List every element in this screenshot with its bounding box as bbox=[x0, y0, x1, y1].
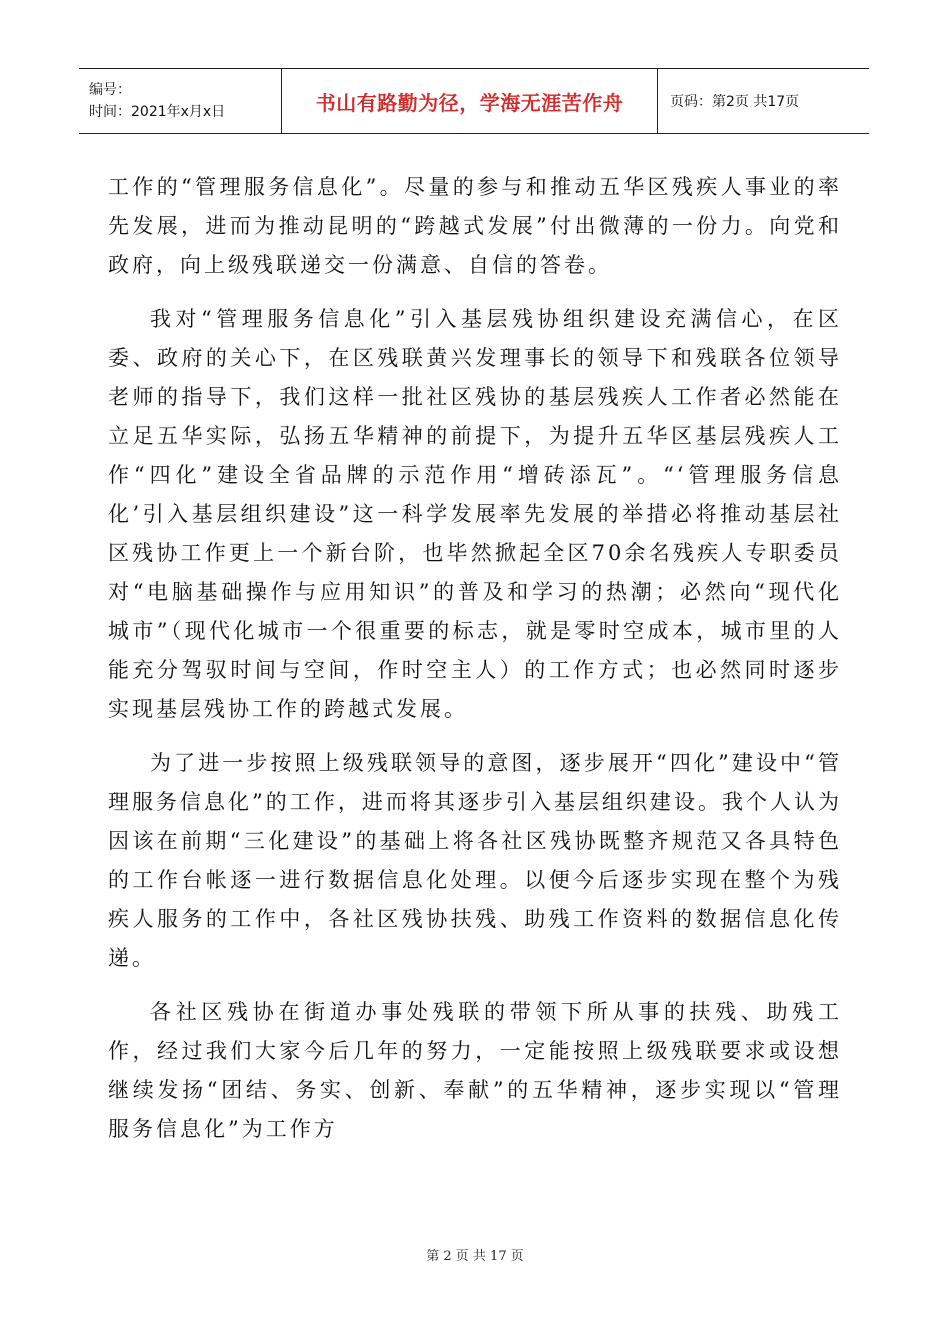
header-motto-cell bbox=[282, 69, 658, 133]
document-number-label: 编号： bbox=[89, 82, 131, 98]
document-time-label: 时间：2021年x月x日 bbox=[89, 104, 226, 120]
paragraph-2: 我对“管理服务信息化”引入基层残协组织建设充满信心，在区委、政府的关心下，在区残联黄兴发理事长的领导下和残联各位领导老师的指导下，我们这样一批社区残协的基层残疾人工作者必然能在立足五华实际，弘扬五华精神的前提下，为提升五华区基层残疾人工作“四化”建设全省品牌的示范作用“增砖添瓦”。“‘管理服务信息化’引入基层组织建设”这一科学发展率先发展的举措必将推动基层社区残协工作更上一个新台阶，也毕然掀起全区70余名残疾人专职委员对“电脑基础操作与应用知识”的普及和学习的热潮；必然向“现代化城市”（现代化城市一个很重要的标志，就是零时空成本，城市里的人能充分驾驭时间与空间，作时空主人）的工作方式；也必然同时逐步实现基层残协工作的跨越式发展。 bbox=[108, 307, 842, 721]
header-meta bbox=[79, 69, 282, 133]
header-page-info: 页码：第2页 共17页 bbox=[670, 94, 800, 110]
paragraph-4: 各社区残协在街道办事处残联的带领下所从事的扶残、助残工作，经过我们大家今后几年的努力，一定能按照上级残联要求或设想继续发扬“团结、务实、创新、奉献”的五华精神，逐步实现以“管理服务信息化”为工作方 bbox=[108, 1000, 842, 1141]
document-body bbox=[108, 168, 842, 1164]
paragraph-1: 工作的“管理服务信息化”。尽量的参与和推动五华区残疾人事业的率先发展，进而为推动昆明的“跨越式发展”付出微薄的一份力。向党和政府，向上级残联递交一份满意、自信的答卷。 bbox=[108, 175, 842, 277]
page-footer: 第 2 页 共 17 页 bbox=[426, 1249, 524, 1264]
paragraph-3: 为了进一步按照上级残联领导的意图，逐步展开“四化”建设中“管理服务信息化”的工作，进而将其逐步引入基层组织建设。我个人认为因该在前期“三化建设”的基础上将各社区残协既整齐规范又各具特色的工作台帐逐一进行数据信息化处理。以便今后逐步实现在整个为残疾人服务的工作中，各社区残协扶残、助残工作资料的数据信息化传递。 bbox=[108, 751, 842, 970]
header-motto: 书山有路勤为径，学海无涯苦作舟 bbox=[315, 90, 624, 115]
page-header bbox=[79, 68, 869, 134]
